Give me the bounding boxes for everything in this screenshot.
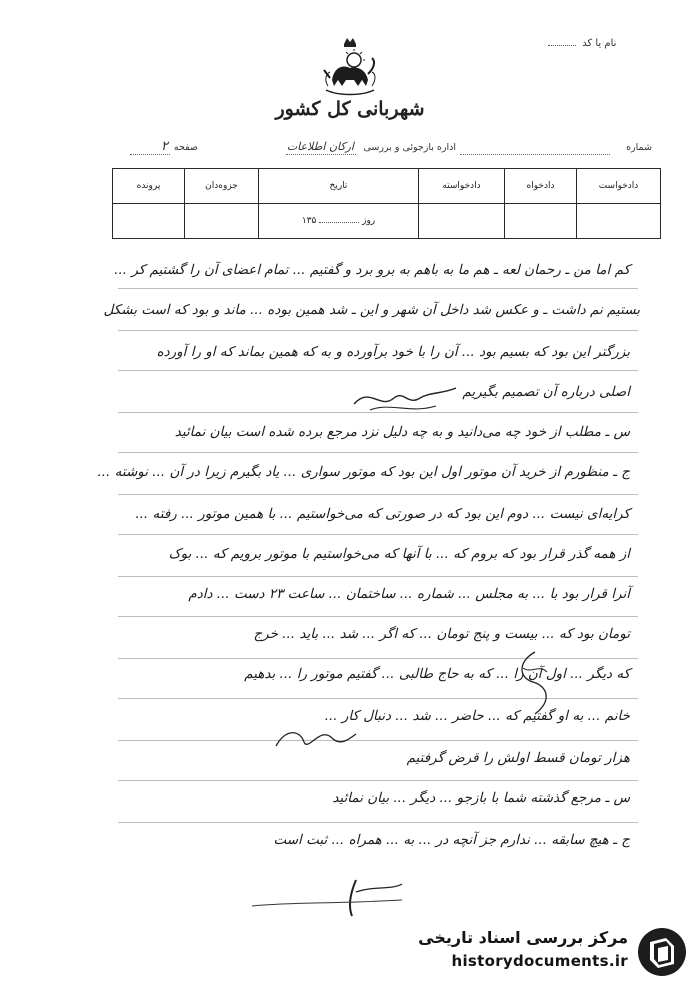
handwritten-line: آنرا قرار بود با ... به مجلس ... شماره ... ساختمان ... ساعت ۲۳ دست ... دادم <box>188 586 630 602</box>
table-value-row <box>113 204 661 239</box>
ruled-line <box>118 330 638 331</box>
dept-dots <box>286 154 356 155</box>
handwritten-line: هزار تومان قسط اولش را قرض گرفتیم <box>406 750 630 766</box>
case-form-table <box>112 168 661 239</box>
page-value: ۲ <box>161 139 168 154</box>
handwritten-line: س ـ مرجع گذشته شما با بازجو ... دیگر ... بیان نمائید <box>332 790 630 806</box>
history-documents-logo-icon <box>636 926 688 978</box>
signature-mark <box>252 872 412 922</box>
ruled-line <box>118 822 638 823</box>
signature-mark <box>505 648 565 718</box>
table-cell <box>419 204 505 239</box>
table-header-cell: پرونده <box>113 169 185 204</box>
handwritten-line: ج ـ منظورم از خرید آن موتور اول این بود که موتور سواری ... یاد بگیرم زیرا در آن ... نوشته ... <box>97 464 630 480</box>
table-header-cell: دادخواست <box>577 169 661 204</box>
ruled-line <box>118 288 638 289</box>
table-cell <box>505 204 577 239</box>
handwritten-line: اصلی درباره آن تصمیم بگیریم <box>462 384 630 400</box>
handwritten-line: از همه گذر قرار بود که بروم که ... با آنها که می‌خواستیم با موتور برویم که ... بوک <box>168 546 630 562</box>
table-header-cell: جزوه‌دان <box>185 169 259 204</box>
table-header-cell: دادخواسته <box>419 169 505 204</box>
handwritten-line: کرایه‌ای نیست ... دوم این بود که در صورتی که می‌خواستیم ... با همین موتور ... رفته ... <box>135 506 630 522</box>
handwritten-line: بزرگتر این بود که بسیم بود ... آن را با خود برآورده و به که همین بماند که او را آورده <box>156 344 630 360</box>
handwritten-line: بستیم نم داشت ـ و عکس شد داخل آن شهر و این ـ شد همین بوده ... ماند و بود که است بشکل <box>103 302 640 318</box>
dept-label: اداره بازجوئی و بررسی <box>363 142 456 153</box>
number-dots <box>460 154 610 155</box>
page-dots <box>130 154 170 155</box>
date-dots <box>319 222 359 223</box>
handwritten-line: که دیگر ... اول آن را ... که به حاج طالبی ... گفتیم موتور را ... بدهیم <box>244 666 630 682</box>
handwritten-line: تومان بود که ... بیست و پنج تومان ... که اگر ... شد ... باید ... خرج <box>253 626 630 642</box>
table-header-cell: دادخواه <box>505 169 577 204</box>
name-field-label: نام یا کد <box>582 38 617 49</box>
date-prefix: روز <box>362 216 376 226</box>
date-value: ۱۳۵ <box>301 216 317 226</box>
handwritten-line: خانم ... به او گفتیم که ... حاضر ... شد ... دنبال کار ... <box>324 708 630 724</box>
ruled-line <box>118 494 638 495</box>
ruled-line <box>118 370 638 371</box>
ruled-line <box>118 740 638 741</box>
name-field-dots <box>548 45 576 46</box>
lion-and-sun-emblem-icon <box>320 36 380 98</box>
table-header-cell: تاریخ <box>259 169 419 204</box>
header-info-line <box>112 139 652 162</box>
watermark-title: مرکز بررسی اسناد تاریخی <box>418 928 628 947</box>
table-cell <box>113 204 185 239</box>
signature-mark <box>270 720 360 756</box>
handwritten-line: کم اما من ـ رحمان لعه ـ هم ما به باهم به برو برد و گفتیم ... تمام اعضای آن را گشتیم کر ... <box>114 262 630 278</box>
handwritten-line: س ـ مطلب از خود چه می‌دانید و به چه دلیل نزد مرجع برده شده است بیان نمائید <box>174 424 630 440</box>
table-cell <box>577 204 661 239</box>
ruled-line <box>118 780 638 781</box>
table-header-row <box>113 169 661 204</box>
page-label: صفحه <box>173 142 198 153</box>
signature-mark <box>350 380 460 416</box>
ruled-line <box>118 616 638 617</box>
org-title: شهربانی کل کشور <box>275 98 425 120</box>
ruled-line <box>118 534 638 535</box>
table-cell <box>185 204 259 239</box>
table-cell-date <box>259 204 419 239</box>
name-field <box>548 38 616 49</box>
handwritten-line: ج ـ هیچ سابقه ... ندارم جز آنچه در ... به ... همراه ... ثبت است <box>273 832 630 848</box>
ruled-line <box>118 576 638 577</box>
number-label: شماره <box>626 142 652 153</box>
ruled-line <box>118 452 638 453</box>
watermark-url: historydocuments.ir <box>451 952 628 970</box>
dept-value: ارکان اطلاعات <box>286 140 354 153</box>
watermark <box>420 924 692 980</box>
